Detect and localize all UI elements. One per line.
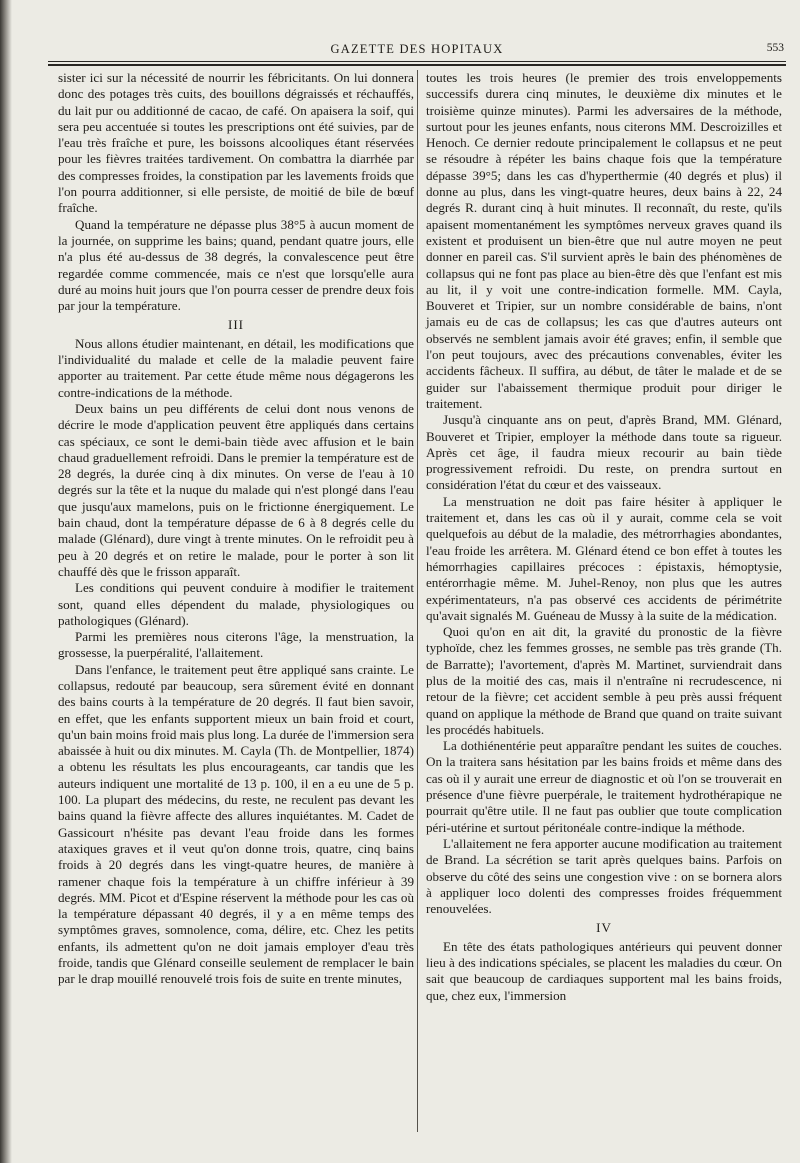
paragraph: Deux bains un peu différents de celui dont nous venons de décrire le mode d'application peuvent être appliqués dans certains cas spéciaux, ce sont le demi-bain tiède avec affusion et le bain chaud graduellement refroidi. Dans le premier la température est de 28 degrés, la durée cinq à dix minutes. On verse de l'eau à 10 degrés sur la tête et la nuque du malade qui n'est plongé dans l'eau que jusqu'aux mamelons, puis on le frictionne énergiquement. Le bain chaud, dont la température dépasse de 6 à 8 degrés celle du malade (Glénard), dure vingt à trente minutes. On le refroidit peu à peu à 20 degrés et on retire le malade, pour le porter à son lit chauffé dès que le frisson apparaît.: [58, 400, 414, 579]
page-binding-edge: [0, 0, 12, 1163]
page-header: [48, 40, 786, 60]
section-heading: III: [228, 317, 244, 333]
paragraph: Nous allons étudier maintenant, en détail, les modifications que l'individualité du malade et celle de la maladie peuvent faire apporter au traitement. Par cette étude même nous dégagerons les contre-indications de la méthode.: [58, 335, 414, 400]
header-rule-thick: [48, 64, 786, 66]
paragraph: La menstruation ne doit pas faire hésiter à appliquer le traitement et, dans les cas où il y aurait, comme cela se voit quelquefois au début de la maladie, des métrorrhagies abondantes, l'eau froide les arrêtera. M. Glénard étend ce bon effet à toutes les hémorrhagies capillaires précoces : épistaxis, hémoptysie, entérorrhagie même. M. Juhel-Renoy, non plus que les autres expérimentateurs, n'a pas observé ces accidents de périmétrite qu'avait signalés M. Guéneau de Mussy à la suite de la médication.: [426, 493, 782, 623]
running-title: GAZETTE DES HOPITAUX: [330, 42, 504, 56]
paragraph: Quand la température ne dépasse plus 38°5 à aucun moment de la journée, on supprime les bains; quand, pendant quatre jours, elle n'a plus été au-dessus de 38 degrés, la convalescence peut être regardée comme commencée, mais ce n'est que lorsqu'elle aura duré au moins huit jours que l'on pourra cesser de prendre deux fois par jour la température.: [58, 216, 414, 314]
paragraph: En tête des états pathologiques antérieurs qui peuvent donner lieu à des indications spéciales, se placent les maladies du cœur. On sait que beaucoup de cardiaques supportent mal les bains froids, que, chez eux, l'immersion: [426, 938, 782, 1003]
column-divider: [417, 70, 418, 1132]
paragraph: Les conditions qui peuvent conduire à modifier le traitement sont, quand elles dépendent du malade, physiologiques ou pathologiques (Glénard).: [58, 580, 414, 628]
paragraph: sister ici sur la nécessité de nourrir les fébricitants. On lui donnera donc des potages très cuits, des bouillons dégraissés et réchauffés, du lait pur ou additionné de cacao, de café. On apaisera la soif, qui sera peu accentuée si toutes les prescriptions ont été suivies, par de l'eau très fraîche et pure, les boissons alcooliques étant réservées pour les fièvres traitées tardivement. On combattra la diarrhée par des compresses froides, la constipation par les lavements froids que l'on pourra additionner, si elle persiste, de moitié de bile de bœuf fraîche.: [58, 70, 414, 216]
paragraph: Dans l'enfance, le traitement peut être appliqué sans crainte. Le collapsus, redouté par beaucoup, sera sûrement évité en donnant des bains courts à la température de 20 degrés. Il faut bien savoir, en effet, que les enfants supportent mieux un bain froid et court, qu'un bain moins froid mais plus long. La durée de l'immersion sera abaissée à huit ou dix minutes. M. Cayla (Th. de Montpellier, 1874) a obtenu les résultats les plus encourageants, car tandis que les auteurs indiquent une mortalité de 13 p. 100, il en a eu une de 5 p. 100. La plupart des médecins, du reste, ne reculent pas devant les bains quand la fièvre affecte des allures inquiétantes. M. Cadet de Gassicourt n'hésite pas devant l'eau froide dans les formes ataxiques graves et il veut qu'on donne trois, quatre, cinq bains froids à 20 degrés dans les vingt-quatre heures, de manière à ramener chaque fois la température à un chiffre inférieur à 39 degrés. MM. Picot et d'Espine réservent la méthode pour les cas où la température dépassant 40 degrés, il y a en même temps des symptômes graves, somnolence, coma, délire, etc. Chez les petits enfants, ils admettent qu'on ne doit jamais employer d'eau très froide, tandis que Glénard conseille seulement de remplacer le bain par le drap mouillé renouvelé trois fois de suite en trente minutes,: [58, 661, 414, 987]
left-column: [58, 70, 414, 988]
paragraph: toutes les trois heures (le premier des trois enveloppements successifs durera cinq minutes, le deuxième dix minutes et le troisième quinze minutes). Parmi les adversaires de la méthode, surtout pour les jeunes enfants, nous citerons MM. Descroizilles et Henoch. Ce dernier redoute principalement le collapsus et ne peut se résoudre à répéter les bains chaque fois que la température dépasse 39°5; dans les cas d'hyperthermie (40 degrés et plus) il donne au plus, dans les vingt-quatre heures, deux bains à 22, 24 degrés R. durant cinq à huit minutes. Il reconnaît, du reste, qu'ils apaisent momentanément les symptômes nerveux graves quand ils existent et produisent un bien-être que nul autre moyen ne peut donner en pareil cas. S'il survient après le bain des phénomènes de collapsus qui ne font pas place au bien-être dès que l'enfant est mis au lit, il y voit une contre-indication formelle. MM. Cayla, Bouveret et Tripier, sur un nombre considérable de bains, n'ont jamais eu de cas de collapsus; les cas que d'autres auteurs ont observés ne semblent jamais avoir été graves; enfin, il semble que l'on peut toujours, avec des précautions convenables, éviter les accidents fâcheux. Il suffira, au début, de tâter le malade et de se guider sur l'abaissement thermique produit pour diriger le traitement.: [426, 70, 782, 411]
section-heading: IV: [596, 920, 612, 936]
paragraph: La dothiénentérie peut apparaître pendant les suites de couches. On la traitera sans hésitation par les bains froids et même dans des cas où il y aurait une erreur de diagnostic et où l'on se trouverait en présence d'une fièvre puerpérale, le traitement hydrothérapique ne pourrait qu'être utile. Il ne faut pas oublier que toute complication péri-utérine et surtout péritonéale contre-indique la méthode.: [426, 738, 782, 835]
page-number: 553: [766, 42, 784, 54]
paragraph: L'allaitement ne fera apporter aucune modification au traitement de Brand. La sécrétion se tarit après quelques bains. Parfois on observe du côté des seins une congestion vive : on se bornera alors à appliquer loco dolenti des compresses froides fréquemment renouvelées.: [426, 835, 782, 917]
paragraph: Quoi qu'on en ait dit, la gravité du pronostic de la fièvre typhoïde, chez les femmes grosses, ne semble pas très grande (Th. de Barratte); l'avortement, d'après M. Martinet, surviendrait dans plus de la moitié des cas, mais il n'entraîne ni recrudescence, ni retour de la fièvre; cet accident semble à peu près aussi fréquent quand on applique la méthode de Brand que quand on traite suivant les procédés habituels.: [426, 624, 782, 737]
right-column: [426, 70, 782, 1004]
header-rule-thin: [48, 61, 786, 62]
paragraph: Parmi les premières nous citerons l'âge, la menstruation, la grossesse, la puerpéralité, l'allaitement.: [58, 629, 414, 661]
paragraph: Jusqu'à cinquante ans on peut, d'après Brand, MM. Glénard, Bouveret et Tripier, employer la méthode dans toute sa rigueur. Après cet âge, il faudra mieux recourir au bain tiède progressivement refroidi. Du reste, on prendra surtout en considération l'état du cœur et des vaisseaux.: [426, 412, 782, 493]
